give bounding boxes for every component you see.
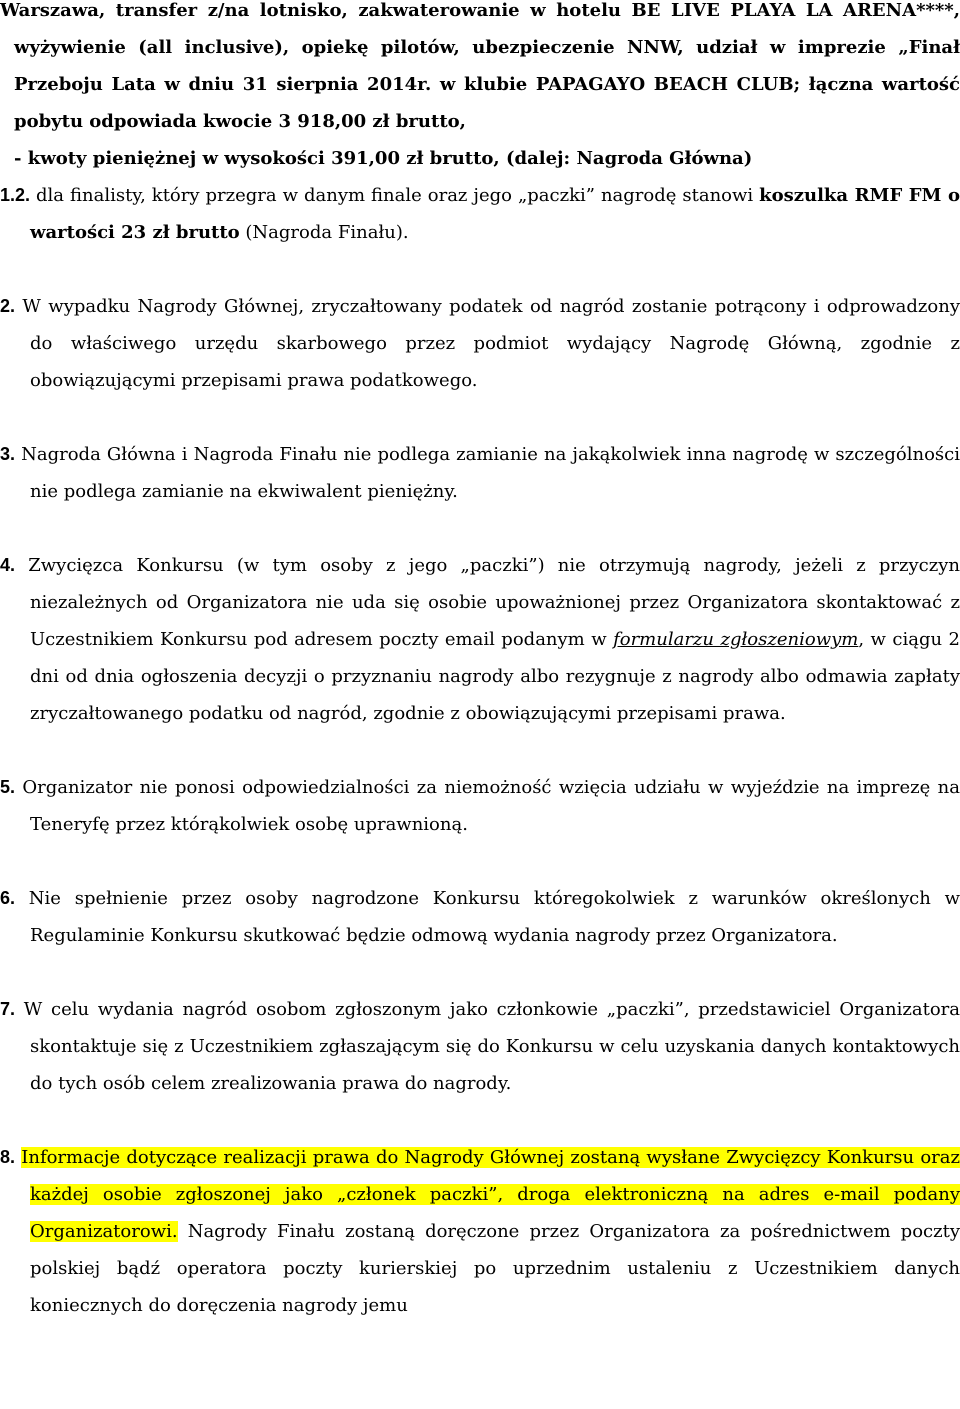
paragraph-number: 4. (0, 555, 16, 575)
form-link[interactable]: formularzu zgłoszeniowym (613, 629, 859, 650)
prize-description-line: Warszawa, transfer z/na lotnisko, zakwaterowanie w hotelu BE LIVE PLAYA LA ARENA****, wyżywienie (all inclusive), opiekę pilotów, ubezpieczenie NNW, udział w imprezie „Finał Przeboju Lata w dniu 31 sierpnia 2014r. w klubie PAPAGAYO BEACH CLUB; łączna wartość pobytu odpowiada kwocie 3 918,00 zł brutto, (0, 0, 960, 132)
highlighted-text: Informacje dotyczące realizacji prawa do Nagrody Głównej zostaną wysłane Zwycięzcy Konkursu oraz każdej osobie zgłoszonej jako „członek paczki”, droga elektroniczną na adres e-mail podany Organizatorowi. (21, 1147, 960, 1242)
paragraph-bold-text: koszulka RMF FM o wartości 23 zł brutto (30, 185, 960, 243)
paragraph-1-2 (0, 177, 960, 251)
paragraph-text: W celu wydania nagród osobom zgłoszonym jako członkowie „paczki”, przedstawiciel Organizatora skontaktuje się z Uczestnikiem zgłaszającym się do Konkursu w celu uzyskania danych kontaktowych do tych osób celem zrealizowania prawa do nagrody. (15, 999, 960, 1094)
paragraph-text: dla finalisty, który przegra w danym finale oraz jego „paczki” nagrodę stanowi (30, 185, 760, 206)
paragraph-4 (0, 547, 960, 732)
prize-cash-line: - kwoty pieniężnej w wysokości 391,00 zł brutto, (dalej: Nagroda Główna) (14, 148, 753, 169)
paragraph-text: Nagroda Główna i Nagroda Finału nie podlega zamianie na jakąkolwiek inna nagrodę w szczególności nie podlega zamianie na ekwiwalent pieniężny. (15, 444, 960, 502)
paragraph-3 (0, 436, 960, 510)
paragraph-number: 6. (0, 888, 16, 908)
paragraph-number: 2. (0, 296, 16, 316)
paragraph-number: 5. (0, 777, 16, 797)
paragraph-6 (0, 880, 960, 954)
paragraph-prize-description (0, 0, 960, 177)
paragraph-2 (0, 288, 960, 399)
paragraph-number: 7. (0, 999, 16, 1019)
paragraph-number: 1.2. (0, 185, 31, 205)
paragraph-text: W wypadku Nagrody Głównej, zryczałtowany podatek od nagród zostanie potrącony i odprowadzony do właściwego urzędu skarbowego przez podmiot wydający Nagrodę Główną, zgodnie z obowiązującymi przepisami prawa podatkowego. (15, 296, 960, 391)
paragraph-5 (0, 769, 960, 843)
paragraph-7 (0, 991, 960, 1102)
paragraph-8 (0, 1139, 960, 1324)
paragraph-text: (Nagroda Finału). (239, 222, 409, 243)
paragraph-number: 8. (0, 1147, 16, 1167)
paragraph-text: Nie spełnienie przez osoby nagrodzone Konkursu któregokolwiek z warunków określonych w Regulaminie Konkursu skutkować będzie odmową wydania nagrody przez Organizatora. (15, 888, 960, 946)
paragraph-text: , w ciągu 2 dni od dnia ogłoszenia decyzji o przyznaniu nagrody albo rezygnuje z nagrody albo odmawia zapłaty zryczałtowanego podatku od nagród, zgodnie z obowiązującymi przepisami prawa. (30, 629, 960, 724)
paragraph-number: 3. (0, 444, 16, 464)
paragraph-text: Zwycięzca Konkursu (w tym osoby z jego „paczki”) nie otrzymują nagrody, jeżeli z przyczyn niezależnych od Organizatora nie uda się osobie upoważnionej przez Organizatora skontaktować z Uczestnikiem Konkursu pod adresem poczty email podanym w (15, 555, 960, 650)
paragraph-text: Nagrody Finału zostaną doręczone przez Organizatora za pośrednictwem poczty polskiej bądź operatora poczty kurierskiej po uprzednim ustaleniu z Uczestnikiem danych koniecznych do doręczenia nagrody jemu (30, 1221, 960, 1316)
paragraph-text: Organizator nie ponosi odpowiedzialności za niemożność wzięcia udziału w wyjeździe na imprezę na Teneryfę przez którąkolwiek osobę uprawnioną. (15, 777, 960, 835)
